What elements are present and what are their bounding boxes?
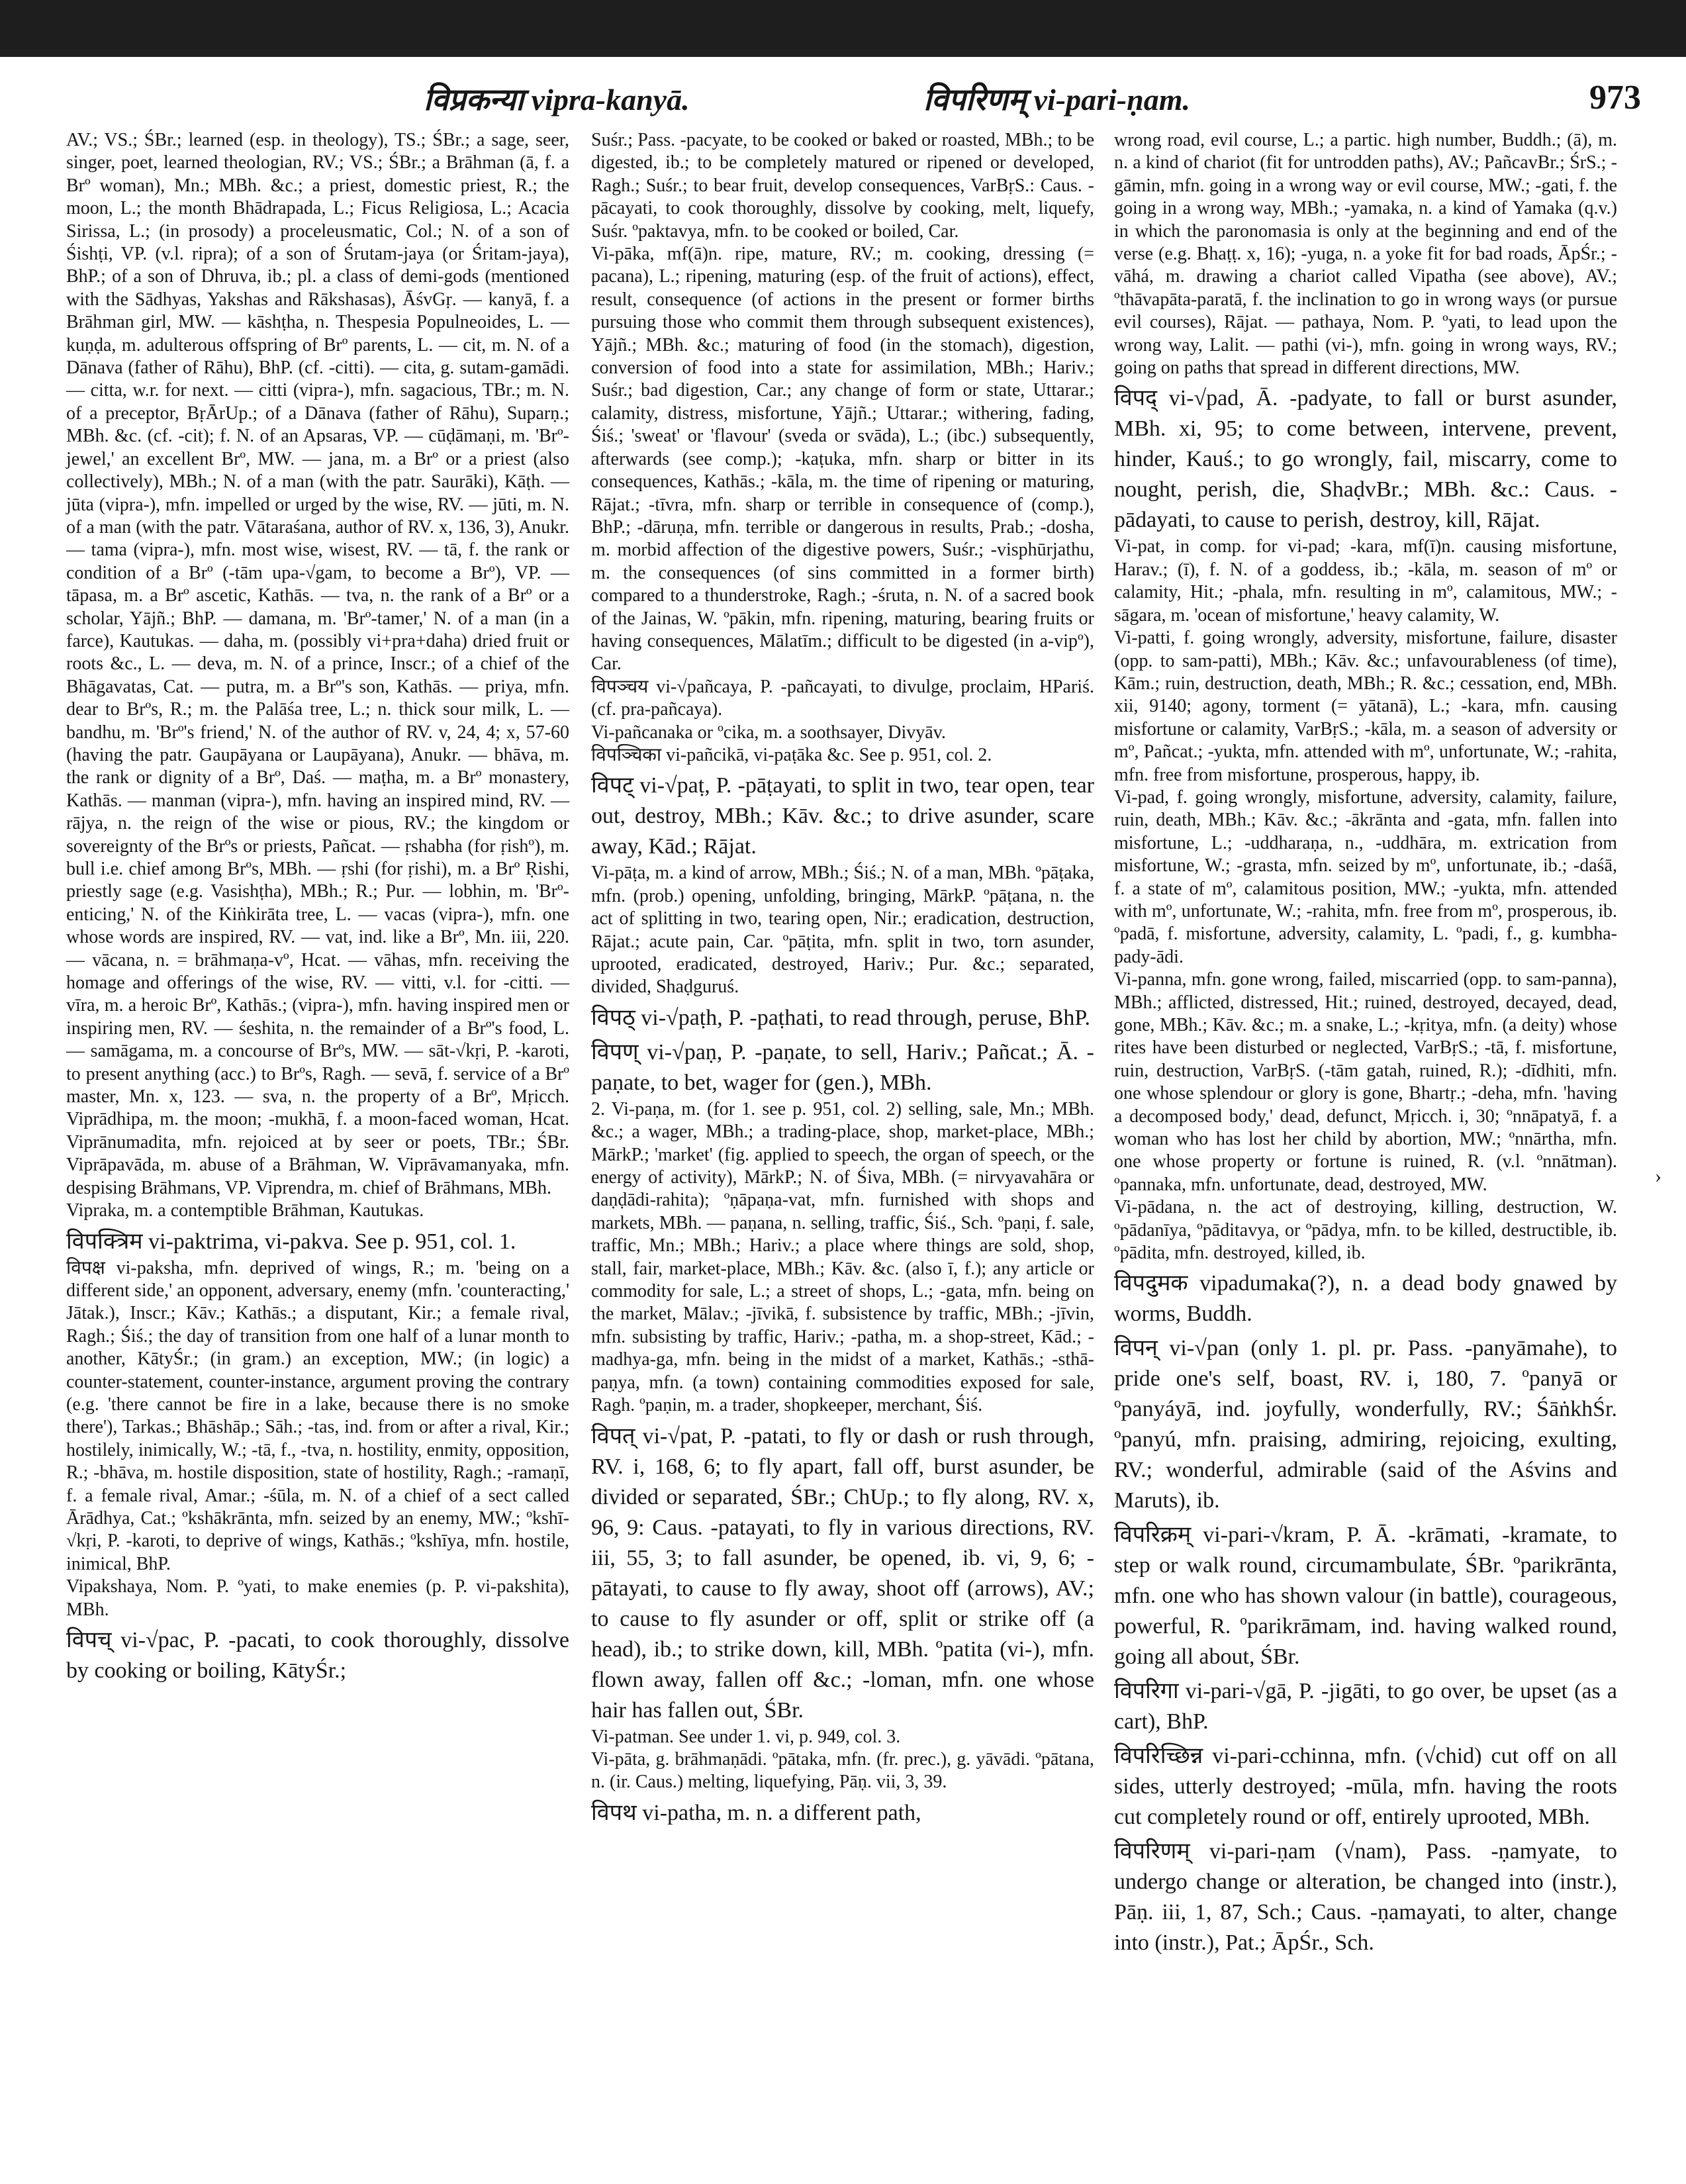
header-left-guideword: विप्रकन्या vipra-kanyā.: [424, 83, 690, 117]
scan-top-border: [0, 0, 1686, 57]
entry-vi-pari-nam: विपरिणम् vi-pari-ṇam (√nam), Pass. -ṇamyate, to undergo change or alteration, be changed into (instr.), Pāṇ. iii, 1, 87, Sch.; Caus. -ṇamayati, to alter, change into (instr.), Pat.; ĀpŚr., Sch.: [1114, 1839, 1617, 1956]
column-2: [591, 129, 1094, 1828]
entry-vipra-compounds: AV.; VS.; ŚBr.; learned (esp. in theology), TS.; ŚBr.; a sage, seer, singer, poet, learned theologian, RV.; VS.; ŚBr.; a Brāhman (ā, f. a Brº woman), Mn.; MBh. &c.; a priest, domestic priest, R.; the moon, L.; the month Bhādrapada, L.; Ficus Religiosa, L.; Acacia Sirissa, L.; (in prosody) a proceleusmatic, Col.; N. of a son of Śishṭi, VP. (v.l. ripra); of a son of Śrutam-jaya (or Śritam-jaya), BhP.; of a son of Dhruva, ib.; pl. a class of demi-gods (mentioned with the Sādhyas, Yakshas and Rākshasas), ĀśvGṛ. — kanyā, f. a Brāhman girl, MW. — kāshṭha, n. Thespesia Populneoides, L. — kuṇḍa, m. adulterous offspring of Brº parents, L. — cit, m. N. of a Dānava (father of Rāhu), BhP. (cf. -citti). — cita, g. sutam-gamādi. — citta, w.r. for next. — citti (vipra-), mfn. sagacious, TBr.; m. N. of a preceptor, BṛĀrUp.; of a Dānava (father of Rāhu), Suparṇ.; MBh. &c. (cf. -cit); f. N. of an Apsaras, VP. — cūḍāmaṇi, m. 'Brº-jewel,' an excellent Brº, MW. — jana, m. a Brº or a priest (also collectively), MBh.; N. of a man (with the patr. Saurāki), Kāṭh. — jūta (vipra-), mfn. impelled or urged by the wise, RV. — jūti, m. N. of a man (with the patr. Vātaraśana, author of RV. x, 136, 3), Anukr. — tama (vipra-), mfn. most wise, wisest, RV. — tā, f. the rank or condition of a Brº (-tām upa-√gam, to become a Brº), VP. — tāpasa, m. a Brº ascetic, Kathās. — tva, n. the rank of a Brº or a scholar, Yājñ.; BhP. — damana, m. 'Brº-tamer,' N. of a man (in a farce), Kautukas. — daha, m. (possibly vi+pra+daha) dried fruit or roots &c., L. — deva, m. N. of a prince, Inscr.; of a chief of the Bhāgavatas, Cat. — putra, m. a Brº's son, Kathās. — priya, mfn. dear to Brºs, R.; m. the Palāśa tree, L.; n. thick sour milk, L. — bandhu, m. 'Brº's friend,' N. of the author of RV. v, 24, 4; x, 57-60 (having the patr. Gaupāyana or Laupāyana), Anukr. — bhāva, m. the rank or dignity of a Brº, Daś. — maṭha, m. a Brº monastery, Kathās. — manman (vipra-), mfn. having an inspired mind, RV. — rājya, n. the reign of the wise or pious, RV.; the kingdom or sovereignty of the Brºs or priests, Pañcat. — ṛshabha (for ṛishº), m. bull i.e. chief among Brºs, MBh. — ṛshi (for ṛishi), m. a Brº Ṛishi, priestly sage (e.g. Vasishṭha), MBh.; R.; Pur. — lobhin, m. 'Brº-enticing,' N. of the Kiṅkirāta tree, L. — vacas (vipra-), mfn. one whose words are inspired, RV. — vat, ind. like a Brº, Mn. iii, 220. — vācana, n. = brāhmaṇa-vº, Hcat. — vāhas, mfn. receiving the homage and offerings of the wise, RV. — vitti, v.l. for -citti. — vīra, m. a heroic Brº, Kathās.; (vipra-), mfn. having inspired men or inspiring men, RV. — śeshita, n. the remainder of a Brº's food, L. — samāgama, m. a concourse of Brºs, MW. — sāt-√kṛi, P. -karoti, to present anything (acc.) to Brºs, Ragh. — sevā, f. service of a Brº master, Mn. x, 123. — sva, n. the property of a Brº, Mṛicch. Viprādhipa, m. the moon; -mukhā, f. a moon-faced woman, Hcat. Viprānumadita, mfn. rejoiced at by seer or poets, TBr.; ŚBr. Viprāpavāda, m. abuse of a Brāhman, W. Viprāvamanyaka, mfn. despising Brāhmans, VP. Viprendra, m. chief of Brāhmans, MBh.: [66, 130, 569, 1198]
entry-vi-pari-cchinna: विपरिच्छिन्न vi-pari-cchinna, mfn. (√chid) cut off on all sides, utterly destroyed; -mūla, mfn. having the roots cut completely round or off, entirely uprooted, MBh.: [1114, 1744, 1617, 1830]
entry-vi-pari-ga: विपरिगा vi-pari-√gā, P. -jigāti, to go over, be upset (as a cart), BhP.: [1114, 1679, 1617, 1734]
column-3: [1114, 129, 1617, 1958]
entry-vi-pana: 2. Vi-paṇa, m. (for 1. see p. 951, col. 2) selling, sale, Mn.; MBh. &c.; a wager, MBh.; a trading-place, shop, market-place, MBh.; MārkP.; 'market' (fig. applied to speech, the organ of speech, or the energy of activity), MārkP.; N. of Śiva, MBh. (= nirvyavahāra or daṇḍādi-rahita); ºṇāpaṇa-vat, mfn. furnished with shops and markets, MBh. — paṇana, n. selling, traffic, Śiś., Sch. ºpaṇi, f. sale, traffic, Mn.; MBh.; Hariv.; a place where things are sold, shop, stall, fair, market-place, MBh.; Kāv. &c. (also ī, f.); any article or commodity for sale, L.; a street of shops, L.; -gata, mfn. being on the market, Mālav.; -jīvikā, f. subsistence by traffic, MBh.; -jīvin, mfn. subsisting by traffic, Hariv.; -patha, m. a shop-street, Kād.; -madhya-ga, mfn. being in the midst of a market, Kathās.; -sthā-paṇya, mfn. (a town) containing commodities exposed for sale, Ragh. ºpaṇin, m. a trader, shopkeeper, merchant, Śiś.: [591, 1098, 1094, 1416]
entry-vi-panna: Vi-panna, mfn. gone wrong, failed, miscarried (opp. to sam-panna), MBh.; afflicted, distressed, Hit.; ruined, destroyed, decayed, dead, gone, MBh.; Kāv. &c.; m. a snake, L.; -kṛitya, mfn. (a deity) whose rites have been disturbed or neglected, VarBṛS.; -tā, f. misfortune, ruin, destruction, VarBṛS. (-tām gatah, ruined, R.); -dīdhiti, mfn. one whose splendour or glory is gone, Bhartṛ.; -deha, mfn. 'having a decomposed body,' dead, defunct, Mṛicch. i, 30; ºnnāpatyā, f. a woman who has lost her child by abortion, MW.; ºnnārtha, mfn. one whose property or fortune is ruined, R. (v.l. ºnnātman). ºpannaka, mfn. unfortunate, dead, destroyed, MW.: [1114, 969, 1617, 1195]
entry-vi-pat-comp: Vi-pat, in comp. for vi-pad; -kara, mf(ī)n. causing misfortune, Harav.; (ī), f. N. of a goddess, ib.; -kāla, m. season of mº or calamity, Hit.; -phala, mfn. resulting in mº, calamitous, MW.; -sāgara, m. 'ocean of misfortune,' heavy calamity, W.: [1114, 536, 1617, 626]
entry-vipakshaya: Vipakshaya, Nom. P. ºyati, to make enemies (p. P. vi-pakshita), MBh.: [66, 1576, 569, 1620]
entry-vi-path: विपठ् vi-√paṭh, P. -paṭhati, to read through, peruse, BhP.: [591, 1005, 1090, 1030]
entry-vi-pancika: विपञ्चिका vi-pañcikā, vi-paṭāka &c. See p. 951, col. 2.: [591, 744, 992, 765]
entry-vipraka: Vipraka, m. a contemptible Brāhman, Kautukas.: [66, 1200, 424, 1221]
entry-vi-patha-cont: wrong road, evil course, L.; a partic. high number, Buddh.; (ā), m. n. a kind of chariot (fit for untrodden paths), AV.; PañcavBr.; ŚrS.; -gāmin, mfn. going in a wrong way or evil course, MW.; -gati, f. the going in a wrong way, MBh.; -yamaka, n. a kind of Yamaka (q.v.) in which the paronomasia is only at the beginning and end of the verse (e.g. Bhaṭṭ. x, 16); -yuga, n. a yoke fit for bad roads, ĀpŚr.; -vāhá, m. drawing a chariot called Vipatha (see above), AV.; ºthāvapāta-paratā, f. the inclination to go in wrong ways (or pursue evil courses), Rājat. — pathaya, Nom. P. ºyati, to lead upon the wrong way, Lalit. — pathi (vi-), mfn. going in wrong ways, RV.; going on paths that spread in different directions, MW.: [1114, 130, 1617, 379]
entry-vi-pan-boast: विपन् vi-√pan (only 1. pl. pr. Pass. -panyāmahe), to pride one's self, boast, RV. i, 180, 7. ºpanyā or ºpanyáyā, ind. joyfully, wonderfully, RV.; ŚāṅkhŚr. ºpanyú, mfn. praising, admiring, rejoicing, exulting, RV.; wonderful, admirable (said of the Aśvins and Maruts), ib.: [1114, 1336, 1617, 1513]
page-number: 973: [1589, 79, 1641, 117]
entry-vi-paka: Vi-pāka, mf(ā)n. ripe, mature, RV.; m. cooking, dressing (= pacana), L.; ripening, maturing (esp. of the fruit of actions), effect, result, consequence (of actions in the present or former births pursuing those who commit them through subsequent existences), Yājñ.; MBh. &c.; maturing of food (in the stomach), digestion, conversion of food into a state for assimilation, MBh.; Hariv.; Suśr.; bad digestion, Car.; any change of form or state, Uttarar.; calamity, distress, misfortune, Yājñ.; Uttarar.; withering, fading, Śiś.; 'sweat' or 'flavour' (sveda or svāda), L.; (ibc.) subsequently, afterwards (see comp.); -kaṭuka, mfn. sharp or bitter in its consequences, Kathās.; -kāla, m. the time of ripening or maturing, Rājat.; -tīvra, mfn. sharp or terrible in consequence of (comp.), BhP.; -dāruṇa, mfn. terrible or dangerous in results, Prab.; -dosha, m. morbid affection of the digestive powers, Suśr.; -visphūrjathu, m. the consequences (of sins committed in a former birth) compared to a thunderstroke, Ragh.; -śruta, n. N. of a sacred book of the Jainas, W. ºpākin, mfn. ripening, maturing, bearing fruits or having consequences, Mālatīm.; difficult to be digested (in a-vipº), Car.: [591, 244, 1094, 675]
entry-vi-patti: Vi-patti, f. going wrongly, adversity, misfortune, failure, disaster (opp. to sam-patti), MBh.; Kāv. &c.; unfavourableness (of time), Kām.; ruin, destruction, death, MBh.; R. &c.; cessation, end, MBh. xii, 9140; agony, torment (= yātanā), L.; -kara, mfn. causing misfortune or calamity, VarBṛS.; -kāla, m. a season of adversity or mº, Pañcat.; -yukta, mfn. attended with mº, unfortunate, W.; -rahita, mfn. free from misfortune, prosperous, happy, ib.: [1114, 628, 1617, 785]
entry-vi-pat-fly: विपत् vi-√pat, P. -patati, to fly or dash or rush through, RV. i, 168, 6; to fly apart, fall off, burst asunder, be divided or separated, ŚBr.; ChUp.; to fly along, RV. x, 96, 9: Caus. -patayati, to fly in various directions, RV. iii, 55, 3; to fall asunder, be opened, ib. vi, 9, 6; -pātayati, to cause to fly away, shoot off (arrows), AV.; to cause to fly asunder or off, split or strike off (a head), ib.; to strike down, kill, MBh. ºpatita (vi-), mfn. flown away, fallen off &c.; -loman, mfn. one whose hair has fallen out, ŚBr.: [591, 1423, 1094, 1723]
entry-vi-paktrima: विपक्त्रिम vi-paktrima, vi-pakva. See p. 951, col. 1.: [66, 1229, 516, 1254]
margin-arrow-mark: ›: [1655, 1165, 1662, 1187]
entry-vi-pan-sell: विपण् vi-√paṇ, P. -paṇate, to sell, Hariv.; Pañcat.; Ā. -paṇate, to bet, wager for (gen.), MBh.: [591, 1039, 1094, 1095]
entry-vi-paksha: विपक्ष vi-paksha, mfn. deprived of wings, R.; m. 'being on a different side,' an opponent, adversary, enemy (mfn. 'counteracting,' Jātak.), Inscr.; Kāv.; Kathās.; a disputant, Kir.; a female rival, Ragh.; Śiś.; the day of transition from one half of a lunar month to another, KātyŚr.; (in gram.) an exception, MW.; (in logic) a counter-statement, counter-instance, argument proving the contrary (e.g. 'there cannot be fire in a lake, because there is no smoke there'), Tarkas.; Bhāshāp.; Sāh.; -tas, ind. from or after a rival, Kir.; hostilely, inimically, W.; -tā, f., -tva, n. hostility, enmity, opposition, R.; -bhāva, m. hostile disposition, state of hostility, Ragh.; -ramaṇī, f. a female rival, Amar.; -śūla, m. N. of a chief of a sect called Ārādhya, Cat.; ºkshākrānta, mfn. seized by an enemy, MW.; ºkshī-√kṛi, P. -karoti, to deprive of wings, Kathās.; ºkshīya, mfn. hostile, inimical, BhP.: [66, 1257, 569, 1574]
entry-vi-pad-noun: Vi-pad, f. going wrongly, misfortune, adversity, calamity, failure, ruin, death, MBh.; Kāv. &c.; -ākrānta and -gata, mfn. fallen into misfortune, L.; -uddharaṇa, n., -uddhāra, m. extrication from misfortune, W.; -grasta, mfn. seized by mº, unfortunate, ib.; -daśā, f. a state of mº, calamitous position, MW.; -yukta, mfn. attended with mº, unfortunate, W.; -rahita, mfn. free from mº, prosperous, ib. ºpadā, f. misfortune, adversity, calamity, L. ºpadi, f., g. kumbha-pady-ādi.: [1114, 786, 1617, 967]
entry-vi-pancaya: विपञ्चय vi-√pañcaya, P. -pañcayati, to divulge, proclaim, HPariś. (cf. pra-pañcaya).: [591, 676, 1094, 720]
entry-vipadumaka: विपदुमक vipadumaka(?), n. a dead body gnawed by worms, Buddh.: [1114, 1271, 1617, 1327]
entry-vi-pata: Vi-pāṭa, m. a kind of arrow, MBh.; Śiś.; N. of a man, MBh. ºpāṭaka, mfn. (prob.) opening, unfolding, bringing, MārkP. ºpāṭana, n. the act of splitting in two, tearing open, Nir.; eradication, destruction, Rājat.; acute pain, Car. ºpāṭita, mfn. split in two, torn asunder, uprooted, eradicated, destroyed, Hariv.; Pur. &c.; separated, divided, Shaḍguruś.: [591, 863, 1094, 998]
entry-vi-patha: विपथ vi-patha, m. n. a different path,: [591, 1800, 921, 1825]
entry-vi-pata-2: Vi-pāta, g. brāhmaṇādi. ºpātaka, mfn. (fr. prec.), g. yāvādi. ºpātana, n. (ir. Caus.) melting, liquefying, Pāṇ. vii, 3, 39.: [591, 1748, 1094, 1793]
entry-vi-padana: Vi-pādana, n. the act of destroying, killing, destruction, W. ºpādanīya, ºpāditavya, or ºpādya, mfn. to be killed, destructible, ib. ºpādita, mfn. destroyed, killed, ib.: [1114, 1197, 1617, 1264]
entry-vi-pat-split: विपट् vi-√paṭ, P. -pāṭayati, to split in two, tear open, tear out, destroy, MBh.; Kāv. &c.; to drive asunder, scare away, Kād.; Rājat.: [591, 773, 1094, 859]
entry-vi-pad-verb: विपद् vi-√pad, Ā. -padyate, to fall or burst asunder, MBh. xi, 95; to come between, intervene, prevent, hinder, Kauś.; to go wrongly, fail, miscarry, come to nought, perish, die, ShaḍvBr.; MBh. &c.: Caus. -pādayati, to cause to perish, destroy, kill, Rājat.: [1114, 386, 1617, 533]
entry-vi-pari-kram: विपरिक्रम् vi-pari-√kram, P. Ā. -krāmati, -kramate, to step or walk round, circumambulate, ŚBr. ºparikrānta, mfn. one who has shown valour (in battle), courageous, powerful, R. ºparikrāmam, ind. having walked round, going all about, ŚBr.: [1114, 1523, 1617, 1670]
page-header: [0, 78, 1686, 124]
column-1: [66, 129, 569, 1686]
entry-vi-patman: Vi-patman. See under 1. vi, p. 949, col. 3.: [591, 1726, 901, 1747]
entry-vi-pac-cont: Suśr.; Pass. -pacyate, to be cooked or baked or roasted, MBh.; to be digested, ib.; to be completely matured or ripened or developed, Ragh.; Suśr.; to bear fruit, develop consequences, VarBṛS.: Caus. -pācayati, to cook thoroughly, dissolve by cooking, melt, liquefy, Suśr. ºpaktavya, mfn. to be cooked or boiled, Car.: [591, 130, 1094, 242]
entry-vi-pancanaka: Vi-pañcanaka or ºcika, m. a soothsayer, Divyāv.: [591, 722, 946, 743]
entry-vi-pac: विपच् vi-√pac, P. -pacati, to cook thoroughly, dissolve by cooking or boiling, KātyŚr.;: [66, 1628, 569, 1683]
header-center-guideword: विपरिणम् vi-pari-ṇam.: [923, 83, 1190, 117]
